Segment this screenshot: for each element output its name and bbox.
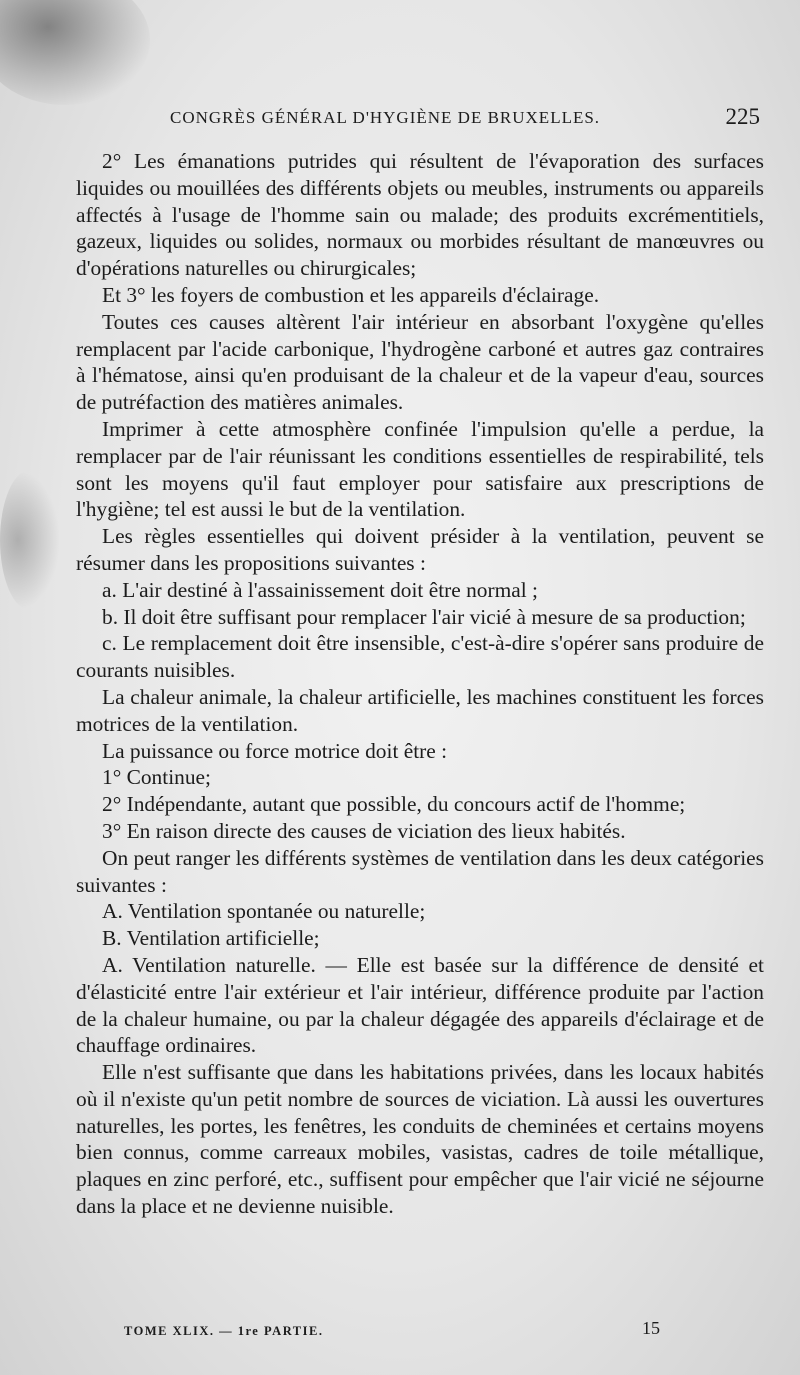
paragraph: Elle n'est suffisante que dans les habitations privées, dans les locaux habités où il n'existe qu'un petit nombre de sources de viciation. Là aussi les ouvertures naturelles, les portes, les fenêtres, les conduits de cheminées et certains moyens bien connus, comme carreaux mobiles, vasistas, cadres de toile métallique, plaques en zinc perforé, etc., suffisent pour empêcher que l'air vicié ne séjourne dans la place et ne devienne nuisible. [76, 1060, 764, 1219]
body-text [76, 148, 764, 1220]
paragraph: La chaleur animale, la chaleur artificielle, les machines constituent les forces motrices de la ventilation. [76, 684, 764, 736]
page-number: 225 [725, 104, 760, 129]
list-item-b: b. Il doit être suffisant pour remplacer l'air vicié à mesure de sa production; [102, 604, 746, 629]
paragraph: Et 3° les foyers de combustion et les appareils d'éclairage. [102, 282, 600, 307]
ink-stain [0, 0, 150, 105]
signature-mark: 15 [642, 1318, 660, 1338]
margin-stain [0, 470, 60, 610]
section-paragraph: A. Ventilation naturelle. — Elle est basée sur la différence de densité et d'élasticité entre l'air extérieur et l'air intérieur, différence produite par l'action de la chaleur humaine, ou par la chaleur dégagée des appareils d'éclairage et de chauffage ordinaires. [76, 952, 764, 1058]
page-footer [124, 1318, 660, 1348]
paragraph: Les règles essentielles qui doivent présider à la ventilation, peuvent se résumer dans les propositions suivantes : [76, 524, 764, 575]
running-title: CONGRÈS GÉNÉRAL D'HYGIÈNE DE BRUXELLES. [170, 108, 601, 127]
paragraph: On peut ranger les différents systèmes de ventilation dans les deux catégories suivantes : [76, 845, 764, 897]
volume-label: TOME XLIX. — 1re PARTIE. [124, 1324, 324, 1338]
list-item-2: 2° Indépendante, autant que possible, du concours actif de l'homme; [102, 792, 686, 817]
list-item-a: a. L'air destiné à l'assainissement doit être normal ; [102, 577, 538, 602]
running-header [170, 104, 760, 134]
category-a: A. Ventilation spontanée ou naturelle; [102, 899, 426, 924]
category-b: B. Ventilation artificielle; [102, 926, 320, 951]
list-item-3: 3° En raison directe des causes de viciation des lieux habités. [102, 818, 626, 843]
paragraph: La puissance ou force motrice doit être : [102, 738, 448, 763]
paragraph: Toutes ces causes altèrent l'air intérieur en absorbant l'oxygène qu'elles remplacent par l'acide carbonique, l'hydrogène carboné et autres gaz contraires à l'hématose, ainsi qu'en produisant de la chaleur et de la vapeur d'eau, sources de putréfaction des matières animales. [76, 309, 764, 415]
list-item-c: c. Le remplacement doit être insensible, c'est-à-dire s'opérer sans produire de courants nuisibles. [76, 631, 764, 683]
paragraph: Imprimer à cette atmosphère confinée l'impulsion qu'elle a perdue, la remplacer par de l'air réunissant les conditions essentielles de respirabilité, tels sont les moyens qu'il faut employer pour satisfaire aux prescriptions de l'hygiène; tel est aussi le but de la ventilation. [76, 416, 764, 522]
list-item-1: 1° Continue; [102, 765, 211, 790]
paragraph: 2° Les émanations putrides qui résultent de l'évaporation des surfaces liquides ou mouillées des différents objets ou meubles, instruments ou appareils affectés à l'usage de l'homme sain ou malade; des produits excrémentitiels, gazeux, liquides ou solides, normaux ou morbides résultant de manœuvres ou d'opérations naturelles ou chirurgicales; [76, 149, 764, 281]
